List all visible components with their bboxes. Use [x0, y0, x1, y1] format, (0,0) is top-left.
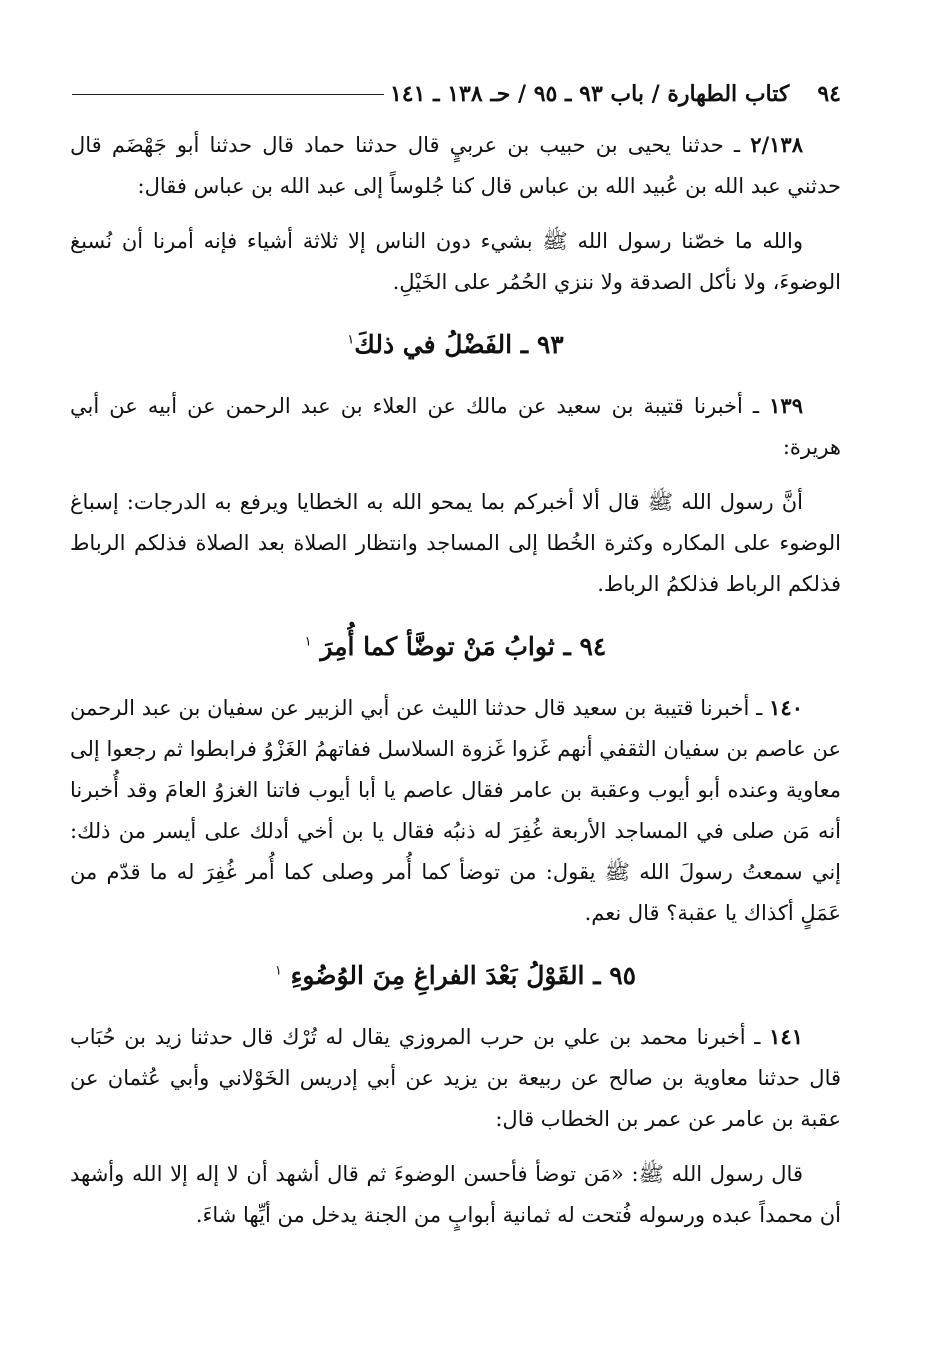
hadith-number: ١٤١	[769, 1024, 803, 1049]
hadith-138-matn: والله ما خصّنا رسول الله ﷺ بشيء دون الناس إلا ثلاثة أشياء فإنه أمرنا أن نُسبغ الوضوءَ، ولا نأكل الصدقة ولا ننزي الحُمُر على الخَيْلِ.	[70, 229, 841, 294]
chapter-title: ٩٣ ـ الفَضْلُ في ذلكَ	[354, 330, 564, 359]
hadith-138-isnad	[70, 124, 841, 207]
footnote-marker: ١	[274, 963, 282, 979]
running-head	[66, 72, 841, 116]
running-head-title: كتاب الطهارة / باب ٩٣ ـ ٩٥ / حـ ١٣٨ ـ ١٤١	[389, 81, 790, 107]
chapter-heading-95	[70, 954, 841, 998]
chapter-title: ٩٤ ـ ثوابُ مَنْ توضَّأ كما أُمِرَ	[320, 632, 607, 661]
hadith-number: ٢/١٣٨	[750, 132, 803, 157]
hadith-text: ـ أخبرنا قتيبة بن سعيد عن مالك عن العلاء بن عبد الرحمن عن أبيه عن أبي هريرة:	[70, 394, 841, 459]
hadith-number: ١٣٩	[769, 393, 803, 418]
header-rule	[72, 94, 384, 95]
hadith-139-matn: أنَّ رسول الله ﷺ قال ألا أخبركم بما يمحو الله به الخطايا ويرفع به الدرجات: إسباغ الوضوء على المكاره وكثرة الخُطا إلى المساجد وانتظار الصلاة بعد الصلاة فذلكم الرباط فذلكم الرباط فذلكمُ الرباط.	[70, 490, 841, 596]
page-body	[70, 124, 841, 1236]
hadith-text: ـ حدثنا يحيى بن حبيب بن عربيٍ قال حدثنا حماد قال حدثنا أبو جَهْضَم قال حدثني عبد الله بن عُبيد الله بن عباس قال كنا جُلوساً إلى عبد الله بن عباس فقال:	[70, 133, 841, 198]
footnote-marker: ١	[304, 634, 312, 650]
chapter-heading-93	[70, 323, 841, 367]
hadith-141-isnad	[70, 1016, 841, 1140]
chapter-heading-94	[70, 625, 841, 669]
hadith-141-matn: قال رسول الله ﷺ: «مَن توضأ فأحسن الوضوءَ ثم قال أشهد أن لا إله إلا الله وأشهد أن محمداً عبده ورسوله فُتحت له ثمانية أبوابٍ من الجنة يدخل من أيِّها شاءَ.	[70, 1162, 841, 1227]
footnote-marker: ١	[347, 332, 355, 348]
chapter-title: ٩٥ ـ القَوْلُ بَعْدَ الفراغِ مِنَ الوُضُوءِ	[290, 961, 637, 990]
hadith-139-isnad	[70, 385, 841, 468]
hadith-number: ١٤٠	[769, 695, 803, 720]
hadith-text: ـ أخبرنا محمد بن علي بن حرب المروزي يقال له تُرْك قال حدثنا زيد بن حُبَاب قال حدثنا معاوية بن صالح عن ربيعة بن يزيد عن أبي إدريس الخَوْلاني وأبي عُثمان عن عقبة بن عامر عن عمر بن الخطاب قال:	[70, 1025, 841, 1131]
hadith-text: ـ أخبرنا قتيبة بن سعيد قال حدثنا الليث عن أبي الزبير عن سفيان بن عبد الرحمن عن عاصم بن سفيان الثقفي أنهم غَزوا غَزوة السلاسل ففاتهمُ الغَزْوُ فرابطوا ثم رجعوا إلى معاوية وعنده أبو أيوب وعقبة بن عامر فقال عاصم يا أبا أيوب فاتنا الغزوُ العامَ وقد أُخبرنا أنه مَن صلى في المساجد الأربعة غُفِرَ له ذنبُه فقال يا بن أخي أدلك على أيسر من ذلك: إني سمعتُ رسولَ الله ﷺ يقول: من توضأ كما أُمر وصلى كما أُمر غُفِرَ له ما قدّم من عَمَلٍ أكذاك يا عقبة؟ قال نعم.	[70, 696, 841, 925]
page-number: ٩٤	[817, 81, 841, 107]
hadith-140	[70, 687, 841, 934]
